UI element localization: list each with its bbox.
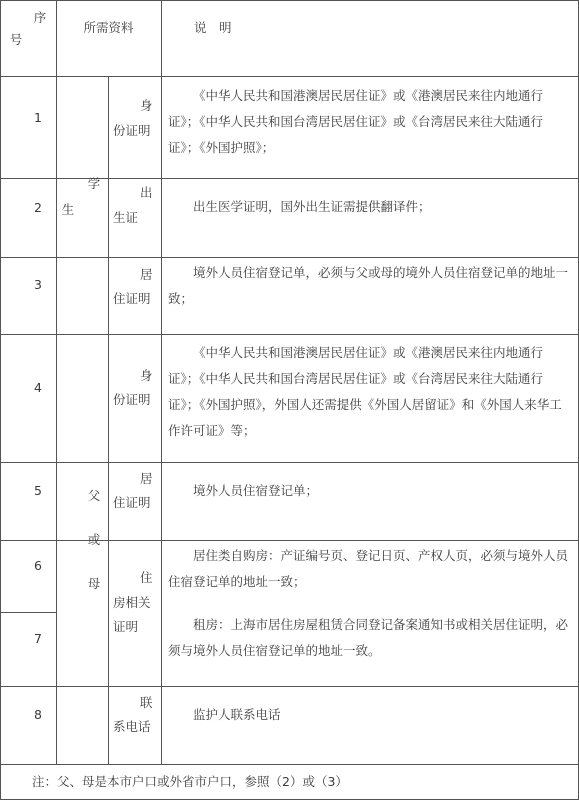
row-number: 7 xyxy=(34,631,42,646)
col-divider xyxy=(161,0,162,764)
row-number: 2 xyxy=(34,200,42,215)
row-divider xyxy=(0,686,579,687)
item-label-line3: 证明 xyxy=(113,619,139,634)
item-label-line1: 住 xyxy=(140,570,153,585)
item-label-line1: 居 xyxy=(140,471,153,486)
row-divider xyxy=(0,764,579,765)
group-parent-char-3: 母 xyxy=(87,576,101,591)
item-label-line2: 住证明 xyxy=(113,291,151,306)
row-divider xyxy=(0,462,579,463)
table-note: 注：父、母是本市户口或外省市户口，参照（2）或（3） xyxy=(32,774,348,789)
item-label-line1: 出 xyxy=(140,185,153,200)
row-number: 3 xyxy=(34,277,42,292)
header-materials: 所需资料 xyxy=(83,20,134,35)
item-label-line1: 联 xyxy=(140,695,153,710)
item-label-line1: 身 xyxy=(140,368,153,383)
item-label-line2: 份证明 xyxy=(113,392,151,407)
group-parent-char-1: 父 xyxy=(87,488,101,503)
row-divider xyxy=(0,76,579,77)
item-label-line2: 生证 xyxy=(113,210,139,225)
table-border-top xyxy=(0,0,579,1)
item-label-line2: 房相关 xyxy=(113,595,151,610)
header-explanation: 说 明 xyxy=(194,20,232,35)
row-number: 5 xyxy=(34,483,42,498)
row-divider xyxy=(0,257,579,258)
row-description: 《中华人民共和国港澳居民居住证》或《港澳居民来往内地通行证》；《中华人民共和国台湾居民居住证》或《台湾居民来往大陆通行证》；《外国护照》，外国人还需提供《外国人居留证》和《外国人来华工作许可证》等； xyxy=(168,345,562,438)
item-label-line1: 身 xyxy=(140,98,153,113)
row-description: 境外人员住宿登记单，必须与父或母的境外人员住宿登记单的地址一致； xyxy=(168,265,569,306)
row-divider xyxy=(0,334,579,335)
group-student-char-2: 生 xyxy=(61,202,75,217)
item-label-line2: 住证明 xyxy=(113,495,151,510)
row-divider-partial xyxy=(0,612,56,613)
header-seq-bottom: 号 xyxy=(9,32,23,47)
row-description: 租房：上海市居住房屋租赁合同登记备案通知书或相关居住证明，必须与境外人员住宿登记单的地址一致。 xyxy=(168,617,569,658)
row-number: 6 xyxy=(34,558,42,573)
row-number: 4 xyxy=(34,380,42,395)
item-label-line2: 系电话 xyxy=(113,719,151,734)
row-description: 《中华人民共和国港澳居民居住证》或《港澳居民来往内地通行证》；《中华人民共和国台湾居民居住证》或《台湾居民来往大陆通行证》；《外国护照》； xyxy=(168,88,544,155)
row-description: 境外人员住宿登记单； xyxy=(193,483,319,498)
row-number: 1 xyxy=(34,110,42,125)
row-description: 监护人联系电话 xyxy=(193,707,281,722)
group-parent-char-2: 或 xyxy=(87,532,101,547)
group-student-char-1: 学 xyxy=(87,176,101,191)
col-divider xyxy=(108,76,109,764)
header-seq-top: 序 xyxy=(33,10,47,25)
row-number: 8 xyxy=(34,707,42,722)
row-description: 居住类自购房：产证编号页、登记日页、产权人页，必须与境外人员住宿登记单的地址一致； xyxy=(168,548,569,589)
item-label-line1: 居 xyxy=(140,267,153,282)
row-description: 出生医学证明，国外出生证需提供翻译件； xyxy=(193,199,431,214)
item-label-line2: 份证明 xyxy=(113,123,151,138)
